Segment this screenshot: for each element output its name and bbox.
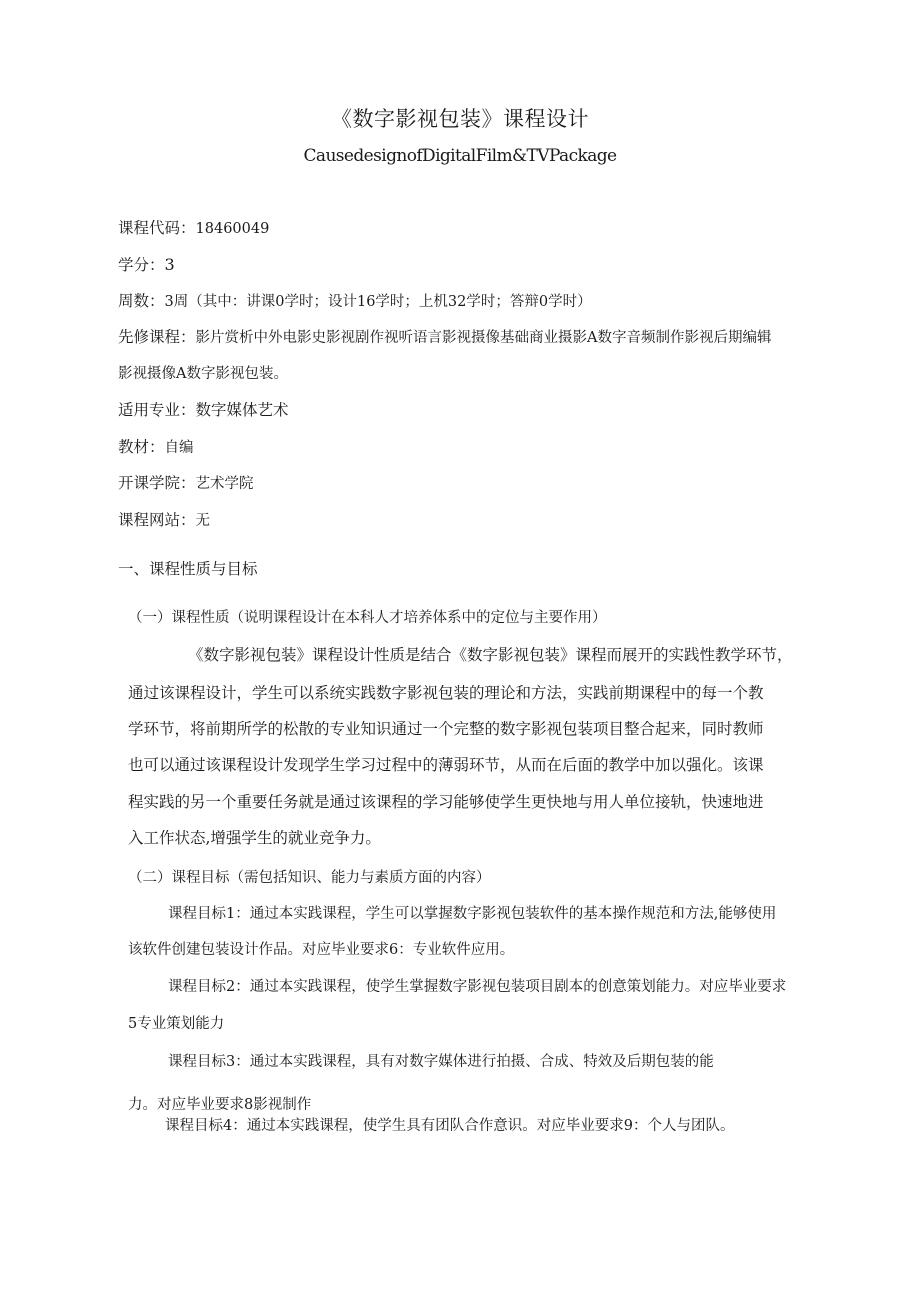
nature-heading-note: （说明课程设计在本科人才培养体系中的定位与主要作用） bbox=[229, 610, 607, 626]
goals-heading-prefix: （二） bbox=[128, 870, 172, 886]
goal-2-line2: 5专业策划能力 bbox=[128, 1016, 225, 1032]
nature-heading-prefix: （一） bbox=[128, 610, 172, 626]
credit-row bbox=[118, 253, 175, 278]
goal-3-line1: 课程目标3：通过本实践课程，具有对数字媒体进行拍摄、合成、特效及后期包装的能 bbox=[168, 1054, 714, 1070]
major-row bbox=[118, 398, 289, 423]
textbook-row bbox=[118, 435, 194, 460]
website-row bbox=[118, 508, 210, 533]
document-title: 《数字影视包装》课程设计 bbox=[331, 107, 589, 131]
course-code-value: 18460049 bbox=[195, 221, 270, 237]
nature-line: 也可以通过该课程设计发现学生学习过程中的薄弱环节，从而在后面的教学中加以强化。该课 bbox=[128, 756, 764, 774]
goal-2-line1: 课程目标2：通过本实践课程，使学生掌握数字影视包装项目剧本的创意策划能力。对应毕业要求 bbox=[168, 979, 787, 995]
goal-3-line2: 力。对应毕业要求8影视制作 bbox=[128, 1097, 312, 1113]
textbook-label: 教材： bbox=[118, 438, 165, 456]
goals-heading-note: （需包括知识、能力与素质方面的内容） bbox=[229, 870, 491, 886]
section-heading: 一、课程性质与目标 bbox=[118, 560, 258, 578]
prereq-value-line2: 影视摄像A数字影视包装。 bbox=[118, 366, 288, 382]
nature-line: 程实践的另一个重要任务就是通过该课程的学习能够使学生更快地与用人单位接轨，快速地进 bbox=[128, 793, 764, 811]
credit-value: 3 bbox=[164, 255, 175, 274]
course-code-label: 课程代码： bbox=[118, 219, 196, 237]
goal-1-line2: 该软件创建包装设计作品。对应毕业要求6：专业软件应用。 bbox=[128, 942, 515, 958]
college-row bbox=[118, 471, 254, 496]
nature-line: 学环节，将前期所学的松散的专业知识通过一个完整的数字影视包装项目整合起来，同时教师 bbox=[128, 720, 764, 738]
nature-line: 《数字影视包装》课程设计性质是结合《数字影视包装》课程而展开的实践性教学环节， bbox=[188, 646, 793, 664]
weeks-row bbox=[118, 289, 592, 314]
college-label: 开课学院： bbox=[118, 474, 196, 492]
weeks-label: 周数： bbox=[118, 292, 165, 310]
nature-heading-title: 课程性质 bbox=[171, 610, 230, 626]
goals-heading-title: 课程目标 bbox=[171, 870, 230, 886]
credit-label: 学分： bbox=[118, 256, 165, 274]
prereq-label: 先修课程： bbox=[118, 328, 196, 346]
website-label: 课程网站： bbox=[118, 511, 196, 529]
major-label: 适用专业： bbox=[118, 401, 196, 419]
textbook-value: 自编 bbox=[164, 440, 194, 456]
college-value: 艺术学院 bbox=[195, 476, 254, 492]
prereq-row bbox=[118, 325, 771, 350]
document-subtitle: CausedesignofDigitalFilm&TVPackage bbox=[303, 146, 617, 166]
nature-heading bbox=[128, 606, 607, 630]
goal-4-line1: 课程目标4：通过本实践课程，使学生具有团队合作意识。对应毕业要求9：个人与团队。 bbox=[165, 1118, 735, 1134]
nature-line: 入工作状态,增强学生的就业竞争力。 bbox=[128, 829, 381, 847]
prereq-value-line1: 影片赏析中外电影史影视剧作视听语言影视摄像基础商业摄影A数字音频制作影视后期编辑 bbox=[195, 330, 772, 346]
goals-heading bbox=[128, 866, 491, 890]
course-code-row bbox=[118, 216, 269, 241]
weeks-value: 3周（其中：讲课0学时；设计16学时；上机32学时；答辩0学时） bbox=[164, 294, 592, 310]
goal-1-line1: 课程目标1：通过本实践课程，学生可以掌握数字影视包装软件的基本操作规范和方法,能够使用 bbox=[168, 906, 777, 922]
website-value: 无 bbox=[195, 513, 211, 529]
major-value: 数字媒体艺术 bbox=[195, 401, 289, 419]
nature-line: 通过该课程设计，学生可以系统实践数字影视包装的理论和方法，实践前期课程中的每一个教 bbox=[128, 684, 764, 702]
